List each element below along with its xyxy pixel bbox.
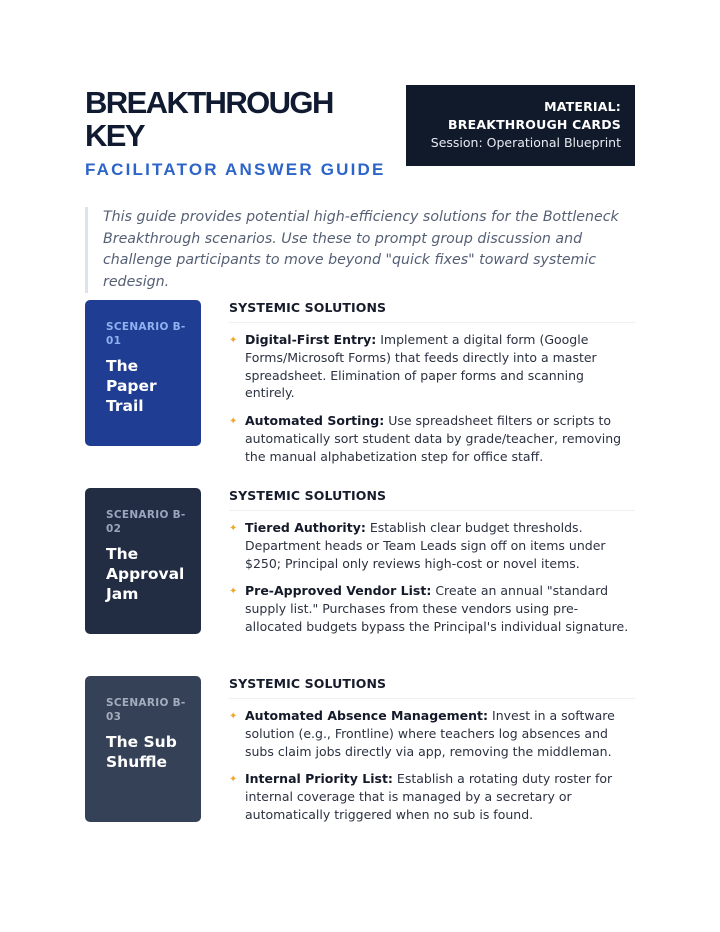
session-label: Session: Operational Blueprint [430, 135, 621, 150]
solution-title: Automated Sorting: [245, 413, 385, 429]
title-line-1: BREAKTHROUGH [85, 85, 333, 120]
solutions-heading: SYSTEMIC SOLUTIONS [229, 300, 635, 323]
diamond-bullet-icon: ✦ [229, 586, 238, 598]
list-item [229, 331, 635, 402]
solution-title: Tiered Authority: [245, 520, 366, 535]
list-item [229, 770, 635, 823]
solution-title: Internal Priority List: [245, 771, 393, 787]
title-line-2: KEY [85, 118, 144, 153]
scenario-code: SCENARIO B-02 [106, 509, 186, 535]
solutions-heading: SYSTEMIC SOLUTIONS [229, 488, 635, 511]
solution-title: Digital-First Entry: [245, 332, 377, 347]
solutions-block [229, 488, 635, 646]
solutions-list [229, 331, 635, 466]
list-item [229, 412, 635, 465]
solution-text: Create an annual "standard supply list." Purchases from these vendors using pre-allocated budgets bypass the Principal's individual signature. [245, 583, 629, 634]
scenario-code: SCENARIO B-03 [106, 697, 186, 723]
diamond-bullet-icon: ✦ [229, 774, 238, 786]
scenario-card [85, 676, 201, 822]
list-item [229, 582, 635, 635]
solution-title: Automated Absence Management: [245, 708, 489, 723]
solution-text: Implement a digital form (Google Forms/Microsoft Forms) that feeds directly into a master spreadsheet. Elimination of paper forms and scanning entirely. [245, 332, 597, 401]
solution-text: Use spreadsheet filters or scripts to automatically sort student data by grade/teacher, removing the manual alphabetization step for office staff. [245, 413, 622, 464]
diamond-bullet-icon: ✦ [229, 523, 238, 534]
title-block [85, 86, 395, 180]
material-box [406, 85, 635, 166]
solution-text: Invest in a software solution (e.g., Frontline) where teachers log absences and subs claim jobs directly via app, removing the middleman. [245, 708, 615, 759]
page-title [85, 86, 395, 152]
scenario-card [85, 300, 201, 446]
diamond-bullet-icon: ✦ [229, 335, 238, 346]
solution-text: Establish a rotating duty roster for internal coverage that is managed by a secretary or automatically triggered when no sub is found. [245, 771, 613, 822]
material-label: MATERIAL: BREAKTHROUGH CARDS [448, 99, 621, 132]
diamond-bullet-icon: ✦ [229, 416, 238, 428]
solution-text: Establish clear budget thresholds. Department heads or Team Leads sign off on items under $250; Principal only reviews high-cost or novel items. [245, 520, 606, 571]
solutions-list [229, 519, 635, 636]
list-item [229, 707, 635, 760]
list-item [229, 519, 635, 572]
intro-text: This guide provides potential high-efficiency solutions for the Bottleneck Breakthrough scenarios. Use these to prompt group discussion and challenge participants to move beyond "quick fixes" toward systemic redesign. [85, 207, 635, 293]
solutions-list [229, 707, 635, 824]
scenario-name: The Paper Trail [106, 357, 157, 415]
scenario-code: SCENARIO B-01 [106, 321, 186, 347]
solutions-block [229, 300, 635, 476]
scenario-name: The Approval Jam [106, 545, 185, 603]
diamond-bullet-icon: ✦ [229, 711, 238, 722]
scenario-name: The Sub Shuffle [106, 733, 177, 771]
solutions-heading: SYSTEMIC SOLUTIONS [229, 676, 635, 699]
solutions-block [229, 676, 635, 834]
solution-title: Pre-Approved Vendor List: [245, 583, 432, 599]
page-subtitle: FACILITATOR ANSWER GUIDE [85, 160, 386, 179]
scenario-card [85, 488, 201, 634]
